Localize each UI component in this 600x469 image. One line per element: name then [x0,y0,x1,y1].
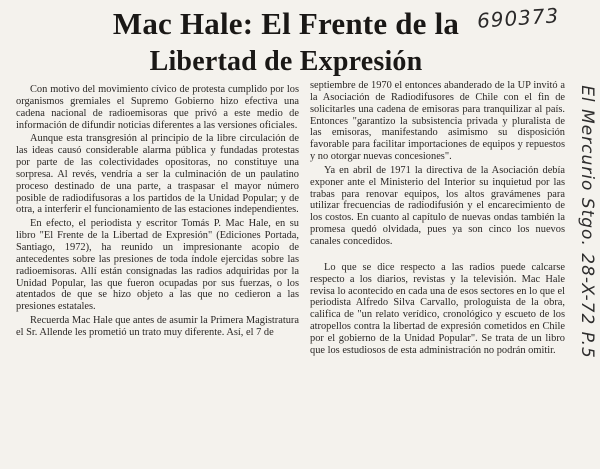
paragraph-gap [310,248,565,262]
paragraph: Con motivo del movimiento cívico de protesta cumplido por los organismos gremiales el Supremo Gobierno hizo efectiva una cadena nacional de radioemisoras que privó a este medio de información de difundir noticias diferentes a las versiones oficiales. [16,84,299,131]
article-column-left [16,84,299,339]
headline-line-2: Libertad de Expresión [149,46,423,77]
paragraph: Recuerda Mac Hale que antes de asumir la Primera Magistratura el Sr. Allende les prometió un trato muy diferente. Así, el 7 de [16,315,299,338]
paragraph: En efecto, el periodista y escritor Tomás P. Mac Hale, en su libro "El Frente de la Libertad de Expresión" (Ediciones Portada, Santiago, 1972), ha reunido un impresionante acopio de antecedentes sobre las presiones de toda índole ejercidas sobre las radioemisoras. Allí están consignadas las radios adquiridas por la Unidad Popular, las que fueron ocupadas por sus fuerzas, o los atentados de que se hizo objeto a las que no cedieron a las presiones estatales. [16,218,299,313]
paragraph: Lo que se dice respecto a las radios puede calcarse respecto a los diarios, revistas y la televisión. Mac Hale revisa lo acontecido en cada una de esos sectores en lo que el periodista Alfredo Silva Carvallo, prologuista de la obra, califica de "un relato verídico, cronológico y escueto de los atropellos contra la libertad de expresión cometidos en Chile por el gobierno de la Unidad Popular". Se trata de un libro que los estudiosos de esta administración no podrán omitir. [310,261,565,356]
paragraph: Aunque esta transgresión al principio de la libre circulación de las ideas causó considerable alarma pública y fundadas protestas por parte de las colectividades opositoras, no constituye una sorpresa. Al revés, vendría a ser la culminación de un paulatino proceso destinado de una parte, a traspasar el mayor número posible de radiodifusoras a los partidos de la Unidad Popular; y de otra, a interferir el funcionamiento de las estaciones independientes. [16,133,299,216]
article-column-right [310,80,565,357]
handwritten-source-note [575,12,599,432]
paragraph: Ya en abril de 1971 la directiva de la Asociación debía exponer ante el Ministerio del Interior su inquietud por las trabas para renovar equipos, los altos gravámenes para utilizar frecuencias de radiodifusión y el encarecimiento de los costos. En cuanto al capítulo de nuevas ondas también la promesa quedó olvidada, pues ya son cinco los nuevos canales concedidos. [310,164,565,247]
handwritten-source-note-text: El Mercurio Stgo. 28-X-72 P.5 [577,85,597,359]
handwritten-archive-number: 690373 [476,3,561,33]
paragraph: septiembre de 1970 el entonces abanderado de la UP invitó a la Asociación de Radiodifusores de Chile con el fin de solicitarles una cadena de emisoras para tranquilizar al país. Entonces "garantizo la subsistencia privada y pluralista de las emisoras, manifestando asimismo su disposición favorable para facilitar importaciones de equipos y repuestos y no otorgar nuevas concesiones". [310,80,565,163]
headline-line-1: Mac Hale: El Frente de la [112,6,460,41]
